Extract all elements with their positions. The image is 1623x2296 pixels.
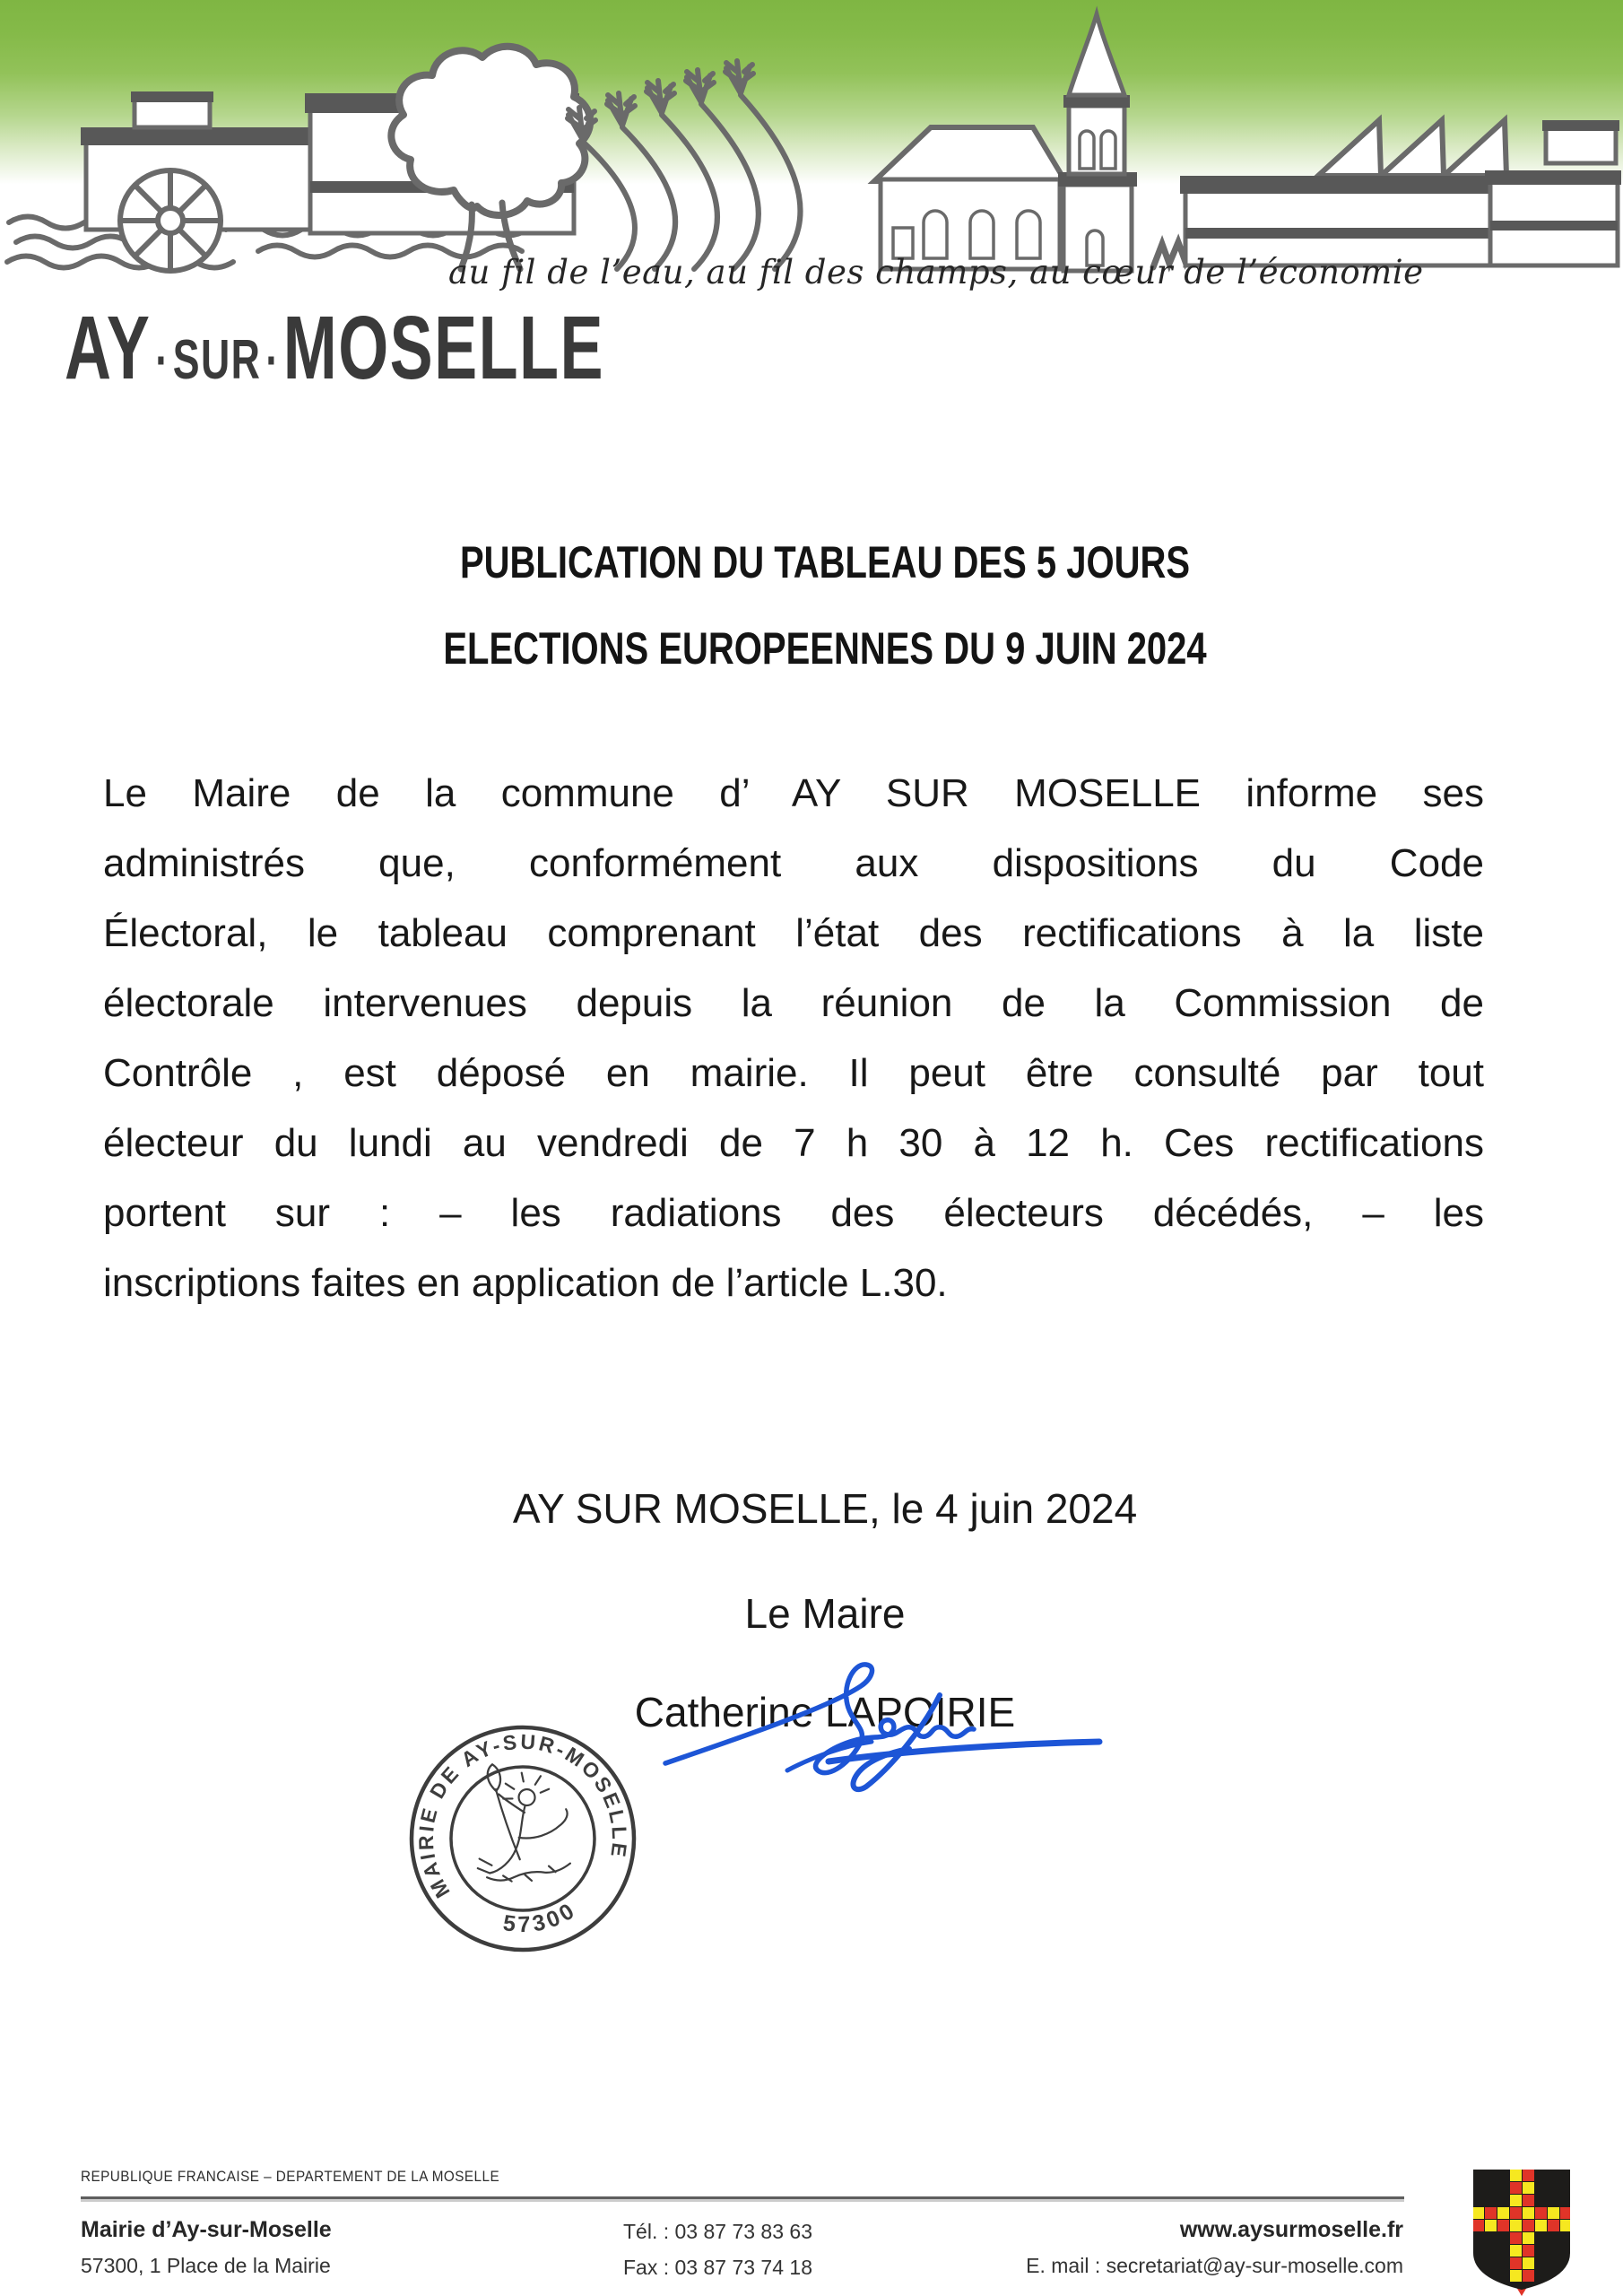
footer-fax: Fax : 03 87 73 74 18 [623, 2256, 812, 2279]
body-line: Contrôle , est déposé en mairie. Il peut être consulté par tout [103, 1051, 1484, 1095]
body-line: électorale intervenues depuis la réunion de la Commission de [103, 981, 1484, 1025]
stamp-top-text: MAIRIE DE AY-SUR-MOSELLE [413, 1729, 632, 1902]
title-line-2: ELECTIONS EUROPEENNES DU 9 JUIN 2024 [443, 623, 1207, 674]
body-line: administrés que, conformément aux dispositions du Code [103, 841, 1484, 885]
body-line: Électoral, le tableau comprenant l’état des rectifications à la liste [103, 911, 1484, 955]
body-line: électeur du lundi au vendredi de 7 h 30 à 12 h. Ces rectifications [103, 1121, 1484, 1165]
footer-address: 57300, 1 Place de la Mairie [81, 2254, 331, 2277]
logo-separator-icon: · [155, 330, 169, 390]
title-line-1: PUBLICATION DU TABLEAU DES 5 JOURS [459, 537, 1191, 587]
logo-moselle: MOSELLE [282, 298, 604, 398]
svg-text:MAIRIE DE AY-SUR-MOSELLE [404, 1719, 638, 1904]
signer-role: Le Maire [744, 1590, 906, 1637]
signer-name: Catherine LAPOIRIE [634, 1689, 1016, 1735]
body-line: Le Maire de la commune d’ AY SUR MOSELLE informe ses [103, 771, 1484, 815]
document-title [135, 536, 1515, 674]
factory-drawing [1180, 120, 1621, 265]
footer-email: E. mail : secretariat@ay-sur-moselle.com [1026, 2254, 1403, 2277]
body-line: portent sur : – les radiations des électeurs décédés, – les [103, 1191, 1484, 1235]
logo-separator-icon: · [265, 330, 279, 390]
place-date-line: AY SUR MOSELLE, le 4 juin 2024 [512, 1485, 1138, 1532]
body-paragraph [103, 759, 1484, 1318]
footer-website: www.aysurmoselle.fr [1179, 2217, 1403, 2242]
footer-address-block [81, 2212, 332, 2283]
footer-tel: Tél. : 03 87 73 83 63 [623, 2220, 812, 2243]
coat-of-arms [1467, 2165, 1576, 2296]
footer-divider [81, 2196, 1404, 2199]
church-drawing [874, 14, 1211, 271]
footer-phone-block [623, 2213, 812, 2285]
signature-ink [653, 1656, 1119, 1808]
mairie-stamp [404, 1719, 642, 1958]
wheat-drawing [568, 61, 800, 269]
stamp-emblem-figure [457, 1752, 579, 1892]
footer-org-name: Mairie d’Ay-sur-Moselle [81, 2217, 332, 2242]
logo-ay: AY [65, 298, 152, 398]
commune-logo [65, 298, 604, 398]
stamp-bottom-text: ★ 57300 ★ [490, 1816, 590, 1938]
header-tagline: au fil de l’eau, au fil des champs, au cœur de l’économie [448, 253, 1424, 291]
body-line: inscriptions faites en application de l’article L.30. [103, 1261, 948, 1305]
footer-web-block [1026, 2212, 1403, 2283]
logo-sur: SUR [172, 329, 262, 391]
republic-line: REPUBLIQUE FRANCAISE – DEPARTEMENT DE LA MOSELLE [81, 2168, 500, 2185]
village-illustration [0, 5, 1623, 274]
